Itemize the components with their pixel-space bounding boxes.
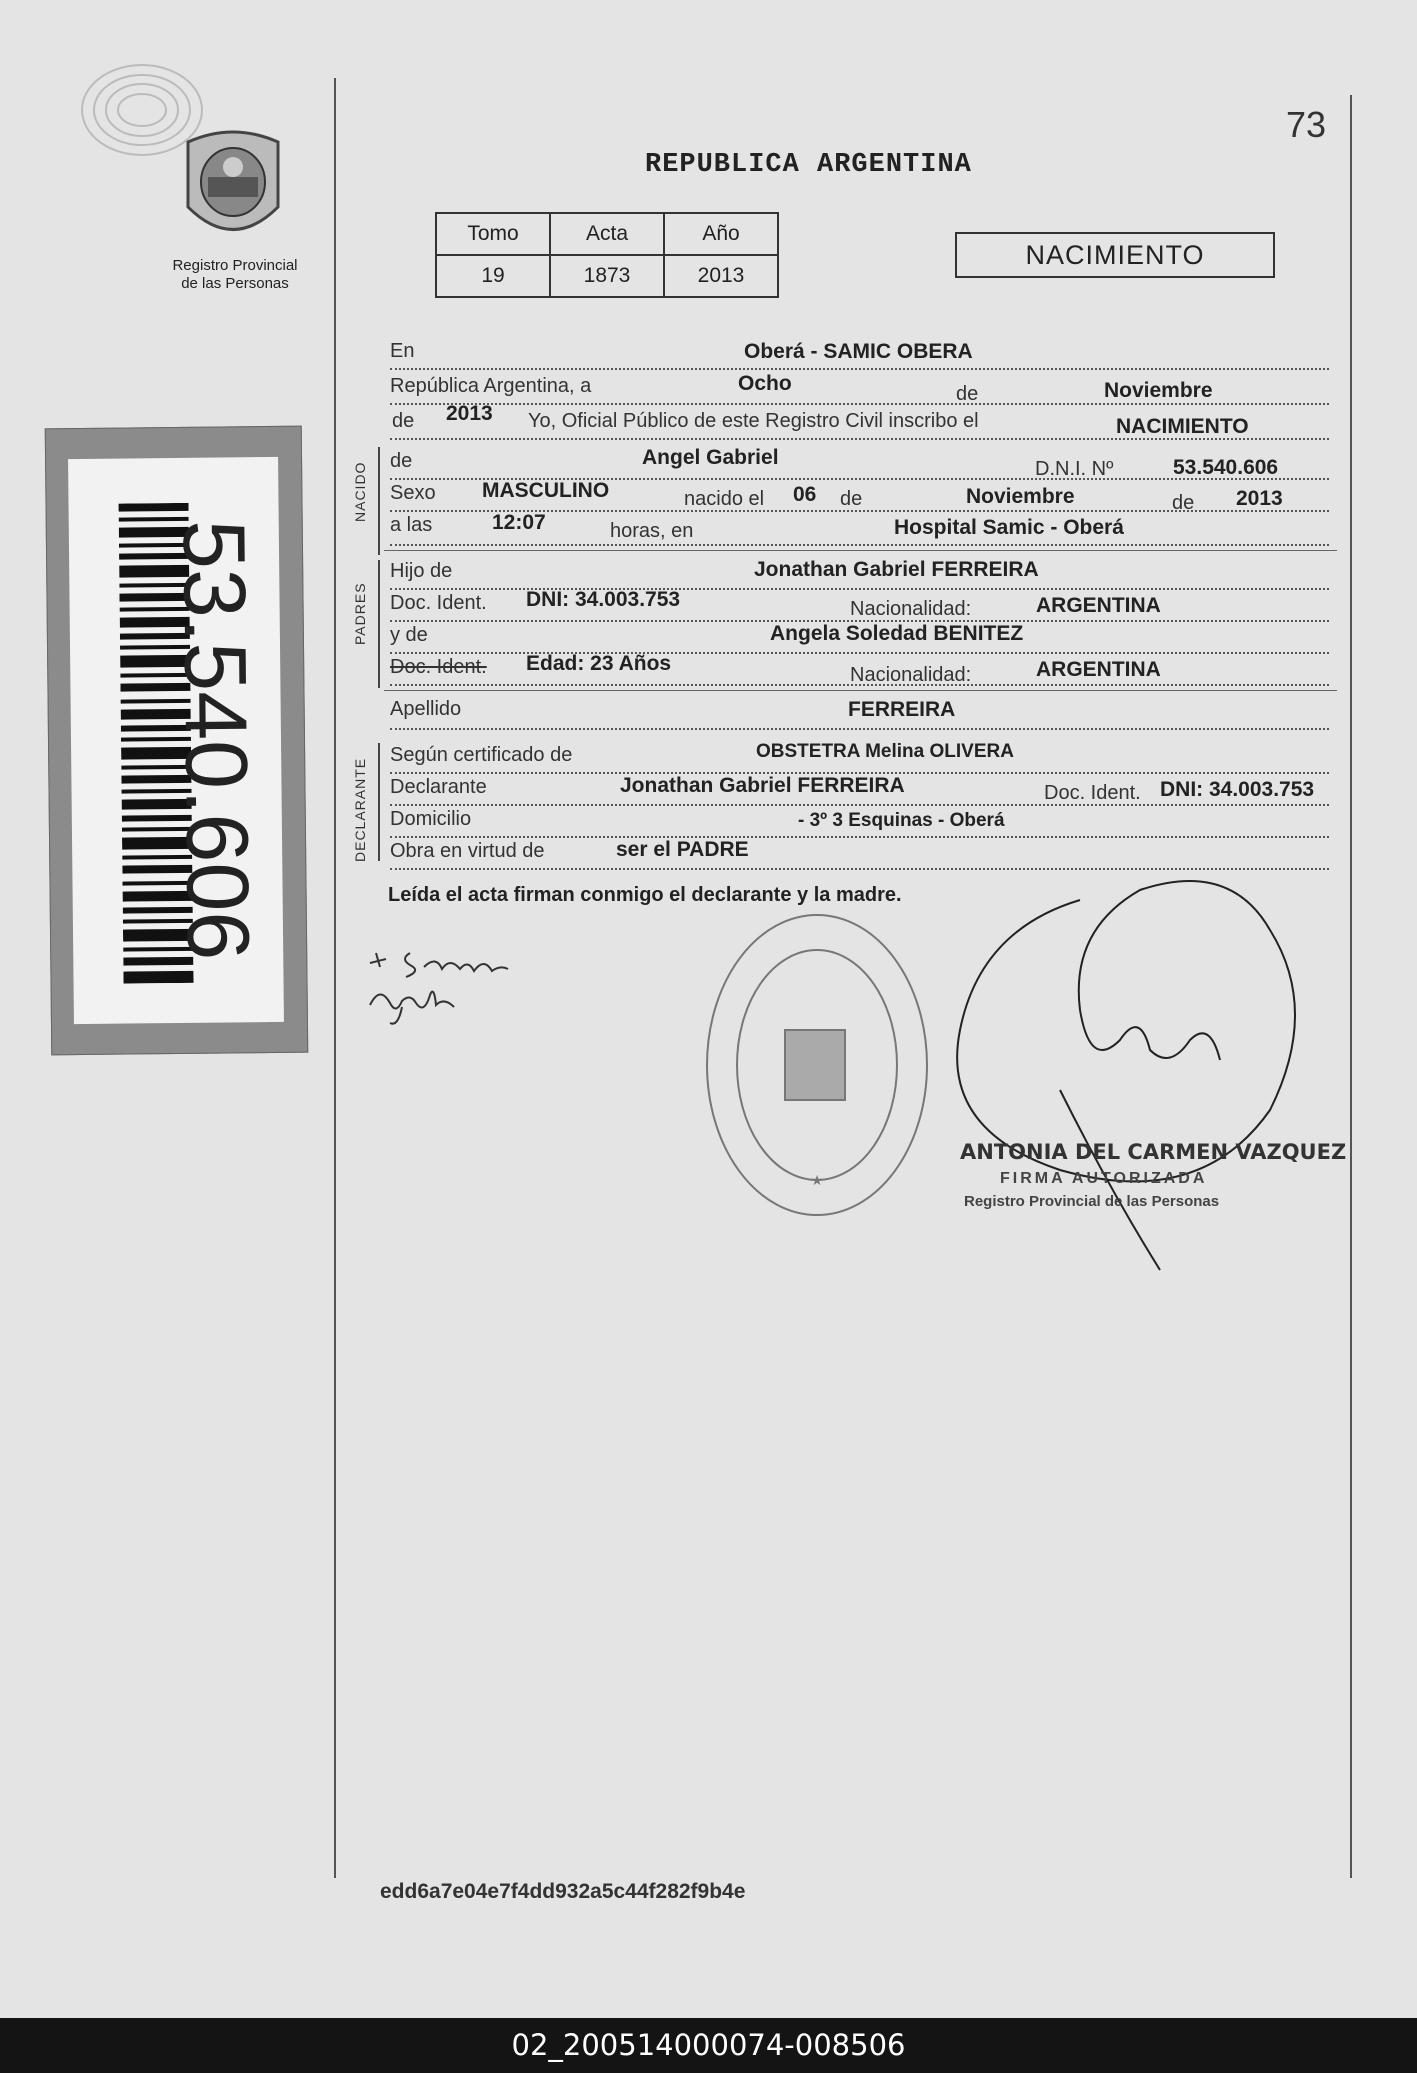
row-domicilio <box>390 808 1329 838</box>
label-nac-padre: Nacionalidad: <box>850 598 972 620</box>
sticker-dni-number: 53.540.606 <box>164 519 269 961</box>
value-madre-nac: ARGENTINA <box>1036 658 1161 681</box>
row-apellido <box>390 698 1329 730</box>
dni-barcode-sticker <box>45 426 309 1056</box>
label-nacido-de: de <box>840 488 863 510</box>
row-oficial: de 2013 Yo, Oficial Público de este Registro Civil inscribo el NACIMIENTO <box>390 410 1329 440</box>
handwritten-signature <box>350 945 590 1045</box>
value-nacido-mes: Noviembre <box>966 485 1075 508</box>
value-mes: Noviembre <box>1104 379 1213 402</box>
page-number: 73 <box>1286 104 1327 145</box>
label-nac-madre: Nacionalidad: <box>850 664 972 686</box>
label-nombre: de <box>390 450 413 472</box>
label-alas: a las <box>390 514 433 536</box>
value-decl-doc: DNI: 34.003.753 <box>1160 778 1315 801</box>
label-sexo: Sexo <box>390 482 436 504</box>
section-nacido: NACIDO <box>352 461 368 522</box>
registry-table-values <box>436 255 778 297</box>
value-madre: Angela Soledad BENITEZ <box>770 622 1024 645</box>
oficial-text: Yo, Oficial Público de este Registro Civil inscribo el <box>528 410 979 432</box>
label-segun: Según certificado de <box>390 744 573 766</box>
row-en <box>390 340 1329 370</box>
country-title: REPUBLICA ARGENTINA <box>645 150 972 180</box>
value-padre-doc: DNI: 34.003.753 <box>526 588 681 611</box>
value-nacido-dia: 06 <box>793 483 817 506</box>
label-decl-doc: Doc. Ident. <box>1044 782 1141 804</box>
registry-name <box>150 257 320 293</box>
value-anio: 2013 <box>664 255 778 297</box>
value-madre-doc: Edad: 23 Años <box>526 652 672 675</box>
registry-table <box>435 212 779 298</box>
scan-id-footer: 02_200514000074-008506 <box>0 2018 1417 2073</box>
label-doc-madre: Doc. Ident. <box>390 656 487 678</box>
row-declarante <box>390 776 1329 806</box>
value-padre: Jonathan Gabriel FERREIRA <box>754 558 1039 581</box>
label-hijo: Hijo de <box>390 560 453 582</box>
section-declarante: DECLARANTE <box>352 757 368 862</box>
value-hora: 12:07 <box>492 511 546 534</box>
label-republica: República Argentina, a <box>390 375 592 397</box>
value-nombre: Angel Gabriel <box>642 446 779 469</box>
value-dni: 53.540.606 <box>1173 456 1279 479</box>
header-tomo: Tomo <box>436 213 550 255</box>
row-fecha <box>390 372 1329 405</box>
row-padre <box>390 560 1329 590</box>
declarante-bar <box>378 743 380 861</box>
header-acta: Acta <box>550 213 664 255</box>
label-apellido: Apellido <box>390 698 462 720</box>
value-padre-nac: ARGENTINA <box>1036 594 1161 617</box>
value-en: Oberá - SAMIC OBERA <box>744 340 973 363</box>
label-doc-padre: Doc. Ident. <box>390 592 487 614</box>
padres-bar <box>378 560 380 688</box>
value-nacido-anio: 2013 <box>1236 487 1283 510</box>
svg-text:★: ★ <box>810 1172 824 1188</box>
value-anio: 2013 <box>446 402 493 425</box>
label-horas: horas, en <box>610 520 694 542</box>
record-type-box: NACIMIENTO <box>955 232 1275 278</box>
label-en: En <box>390 340 415 362</box>
registry-name-line2: de las Personas <box>181 275 289 292</box>
value-sexo: MASCULINO <box>482 479 610 502</box>
separator <box>384 550 1337 551</box>
document-hash: edd6a7e04e7f4dd932a5c44f282f9b4e <box>380 1880 746 1903</box>
value-tomo: 19 <box>436 255 550 297</box>
label-obra: Obra en virtud de <box>390 840 545 862</box>
row-sexo <box>390 479 1329 514</box>
closing-text: Leída el acta firman conmigo el declarante y la madre. <box>388 884 902 906</box>
value-segun: OBSTETRA Melina OLIVERA <box>756 741 1014 762</box>
row-obra <box>390 840 1329 870</box>
official-org: Registro Provincial de las Personas <box>964 1193 1220 1210</box>
official-round-stamp <box>700 905 935 1225</box>
header-anio: Año <box>664 213 778 255</box>
value-acta: 1873 <box>550 255 664 297</box>
provincial-seal-icon <box>178 122 288 252</box>
registry-name-line1: Registro Provincial <box>172 257 298 274</box>
official-role: FIRMA AUTORIZADA <box>1000 1170 1208 1187</box>
row-segun <box>390 741 1329 774</box>
separator <box>384 690 1337 691</box>
label-nacido: nacido el <box>684 488 765 510</box>
value-lugar: Hospital Samic - Oberá <box>894 516 1124 539</box>
label-yde: y de <box>390 624 428 646</box>
nacido-bar <box>378 447 380 555</box>
registry-table-header <box>436 213 778 255</box>
value-apellido: FERREIRA <box>848 698 956 721</box>
row-nombre <box>390 446 1329 480</box>
section-padres: PADRES <box>352 582 368 645</box>
label-declarante: Declarante <box>390 776 487 798</box>
official-name: ANTONIA DEL CARMEN VAZQUEZ <box>960 1140 1347 1164</box>
row-madre-doc <box>390 652 1329 686</box>
row-padre-doc <box>390 588 1329 622</box>
official-signature <box>940 870 1320 1280</box>
right-margin-line <box>1350 95 1352 1878</box>
value-declarante: Jonathan Gabriel FERREIRA <box>620 774 905 797</box>
label-nacido-de2: de <box>1172 492 1195 514</box>
label-de-mes: de <box>956 383 979 405</box>
row-hora <box>390 511 1329 546</box>
value-obra: ser el PADRE <box>616 838 749 861</box>
value-dia: Ocho <box>738 372 792 395</box>
label-dni: D.N.I. Nº <box>1035 458 1114 480</box>
row-madre <box>390 624 1329 654</box>
value-domicilio: - 3º 3 Esquinas - Oberá <box>798 810 1005 831</box>
value-inscripcion: NACIMIENTO <box>1116 415 1249 438</box>
label-domicilio: Domicilio <box>390 808 472 830</box>
left-margin-line <box>334 78 336 1878</box>
